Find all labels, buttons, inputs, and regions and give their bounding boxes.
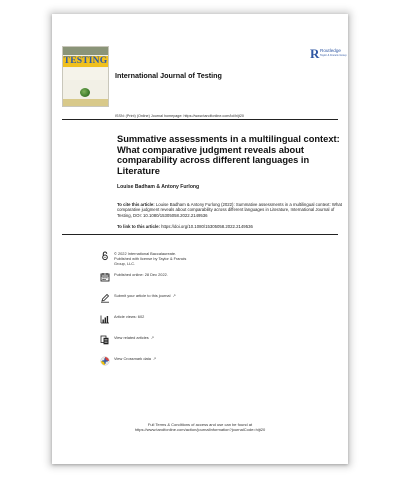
license-text <box>114 252 186 266</box>
submit-pencil-icon <box>100 293 110 303</box>
link-label: To link to this article: <box>117 224 160 229</box>
related-articles-icon <box>100 335 110 345</box>
routledge-r-icon: R <box>310 46 320 61</box>
article-link-line <box>117 224 253 229</box>
header-divider <box>62 119 338 120</box>
article-views: Article views: 602 <box>114 314 145 319</box>
footer-terms-link[interactable]: https://www.tandfonline.com/action/journalInformation?journalCode=hijt20 <box>134 427 266 432</box>
calendar-icon <box>100 272 110 282</box>
publisher-tagline: Taylor & Francis Group <box>320 54 347 57</box>
cover-bottom-band <box>63 99 108 106</box>
bar-chart-icon <box>100 314 110 324</box>
cover-middle-band <box>63 68 108 80</box>
crossmark-text-wrap <box>114 357 156 362</box>
journal-name[interactable]: International Journal of Testing <box>115 71 222 80</box>
external-link-icon: ↗ <box>150 335 155 340</box>
cite-label: To cite this article: <box>117 202 155 207</box>
cover-top-band <box>63 47 108 55</box>
license-line-1: © 2022 International Baccalaureate. <box>114 251 177 256</box>
related-text-wrap <box>114 336 154 341</box>
issn-line: ISSN: (Print) (Online) Journal homepage: https://www.tandfonline.com/loi/hijt20 <box>115 114 244 118</box>
journal-cover-thumbnail <box>62 46 109 107</box>
cite-text: Louise Badham & Antony Furlong (2022): Summative assessments in a multilingual context: What comparative judgment reveals about comparability across different languages in Literature, International Journal of Testing, DOI: 10.1080/15305058.2022.2149536 <box>117 202 342 218</box>
citation-block <box>117 202 342 218</box>
related-articles-link[interactable]: View related articles <box>114 335 149 340</box>
publisher-name: Routledge <box>320 48 341 53</box>
article-title: Summative assessments in a multilingual context: What comparative judgment reveals about comparability across different languages in Literature <box>117 134 340 176</box>
external-link-icon: ↗ <box>152 356 157 361</box>
external-link-icon: ↗ <box>172 293 176 298</box>
crossmark-icon <box>100 356 110 366</box>
paper-cover-page <box>52 14 348 464</box>
license-line-3: Group, LLC. <box>114 260 136 266</box>
citation-divider <box>62 234 338 235</box>
footer-terms: Full Terms & Conditions of access and use can be found at <box>147 422 253 427</box>
cover-title: TESTING <box>63 56 108 66</box>
cover-emblem-icon <box>80 88 90 97</box>
published-date: Published online: 28 Dec 2022. <box>114 272 168 277</box>
open-access-icon <box>100 251 110 261</box>
footer <box>52 422 348 432</box>
submit-text-wrap <box>114 294 176 299</box>
publisher-logo <box>310 47 346 65</box>
crossmark-link[interactable]: View Crossmark data <box>114 356 151 361</box>
submit-link[interactable]: Submit your article to this journal <box>114 293 171 298</box>
doi-link[interactable]: https://doi.org/10.1080/15305058.2022.2149536 <box>161 224 253 229</box>
license-line-2: Published with license by Taylor & Francis <box>114 255 187 261</box>
article-authors: Louise Badham & Antony Furlong <box>117 184 200 190</box>
